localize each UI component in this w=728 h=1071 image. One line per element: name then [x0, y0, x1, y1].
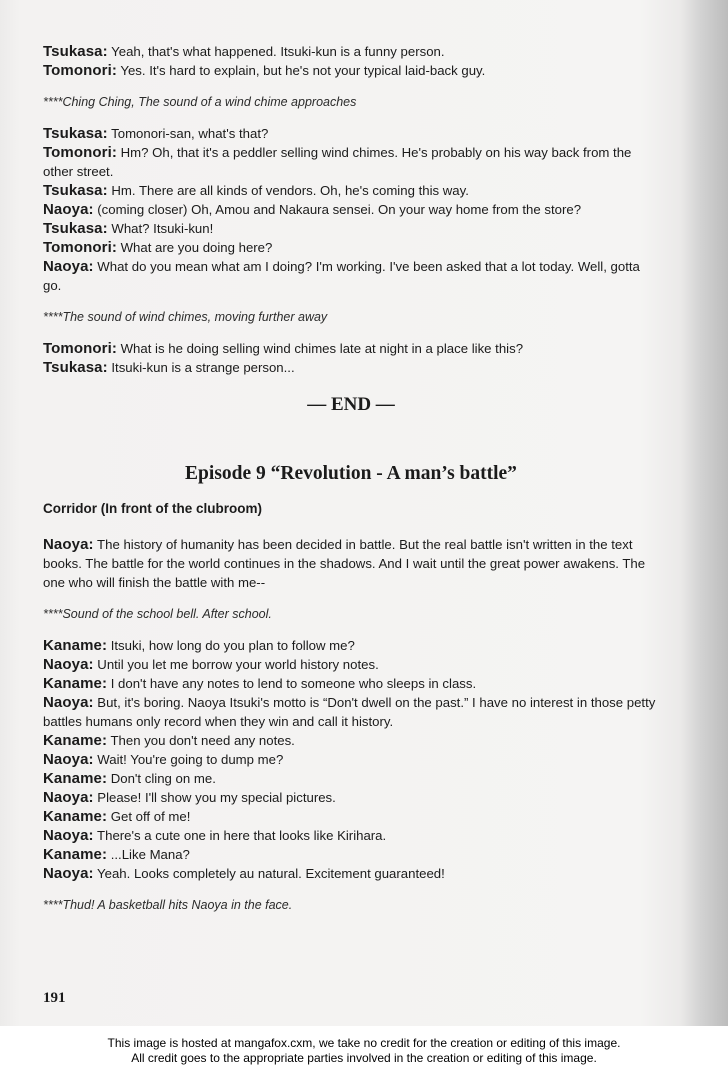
sound-effect-note: ****The sound of wind chimes, moving further away [43, 310, 328, 324]
dialogue-text: I don't have any notes to lend to someone who sleeps in class. [107, 676, 477, 691]
dialogue-line [43, 807, 659, 826]
speaker-name: Tsukasa: [43, 125, 108, 142]
speaker-name: Kaname: [43, 637, 108, 654]
speaker-name: Naoya: [43, 865, 94, 882]
dialogue-text: Wait! You're going to dump me? [93, 752, 284, 767]
speaker-name: Kaname: [43, 846, 108, 863]
scene-4 [43, 535, 659, 592]
dialogue-text: Itsuki-kun is a strange person... [107, 360, 295, 375]
dialogue-line [43, 826, 659, 845]
page-content [43, 42, 659, 914]
dialogue-line [43, 257, 659, 295]
dialogue-line [43, 238, 659, 257]
disclaimer-line-1: This image is hosted at mangafox.cxm, we take no credit for the creation or editing of this image. [107, 1036, 621, 1050]
dialogue-line [43, 61, 659, 80]
dialogue-text: (coming closer) Oh, Amou and Nakaura sensei. On your way home from the store? [93, 202, 582, 217]
sound-effect-note: ****Thud! A basketball hits Naoya in the face. [43, 898, 293, 912]
speaker-name: Kaname: [43, 732, 108, 749]
dialogue-text: Yes. It's hard to explain, but he's not your typical laid-back guy. [116, 63, 486, 78]
speaker-name: Naoya: [43, 201, 94, 218]
speaker-name: Tsukasa: [43, 43, 108, 60]
sound-effect-note: ****Ching Ching, The sound of a wind chime approaches [43, 95, 357, 109]
dialogue-text: What are you doing here? [116, 240, 273, 255]
dialogue-text: Yeah, that's what happened. Itsuki-kun is a funny person. [107, 44, 445, 59]
sound-effect-note: ****Sound of the school bell. After school. [43, 607, 272, 621]
dialogue-line [43, 731, 659, 750]
dialogue-text: What is he doing selling wind chimes late at night in a place like this? [116, 341, 524, 356]
dialogue-line [43, 750, 659, 769]
dialogue-line [43, 181, 659, 200]
dialogue-text: Hm. There are all kinds of vendors. Oh, he's coming this way. [107, 183, 469, 198]
dialogue-text: Get off of me! [107, 809, 191, 824]
scene-location: Corridor (In front of the clubroom) [43, 501, 262, 516]
dialogue-text: Don't cling on me. [107, 771, 216, 786]
episode-title: Episode 9 “Revolution - A man’s battle” [185, 463, 517, 484]
dialogue-line [43, 358, 659, 377]
speaker-name: Tomonori: [43, 239, 117, 256]
scene-1 [43, 42, 659, 80]
dialogue-line [43, 219, 659, 238]
scene-2 [43, 124, 659, 295]
hosting-disclaimer [0, 1036, 728, 1066]
speaker-name: Tsukasa: [43, 359, 108, 376]
speaker-name: Naoya: [43, 789, 94, 806]
dialogue-line [43, 769, 659, 788]
dialogue-line [43, 693, 659, 731]
dialogue-line [43, 788, 659, 807]
dialogue-line [43, 655, 659, 674]
dialogue-text: Hm? Oh, that it's a peddler selling wind chimes. He's probably on his way back from the other street. [43, 145, 632, 179]
dialogue-line [43, 535, 659, 592]
dialogue-line [43, 674, 659, 693]
dialogue-text: Yeah. Looks completely au natural. Excitement guaranteed! [93, 866, 445, 881]
dialogue-text: What do you mean what am I doing? I'm working. I've been asked that a lot today. Well, gotta go. [43, 259, 640, 293]
dialogue-line [43, 339, 659, 358]
dialogue-text: Itsuki, how long do you plan to follow me? [107, 638, 355, 653]
dialogue-text: Please! I'll show you my special pictures. [93, 790, 336, 805]
scene-3 [43, 339, 659, 377]
dialogue-text: Then you don't need any notes. [107, 733, 295, 748]
dialogue-line [43, 864, 659, 883]
speaker-name: Naoya: [43, 827, 94, 844]
dialogue-text: What? Itsuki-kun! [107, 221, 214, 236]
dialogue-line [43, 845, 659, 864]
dialogue-line [43, 42, 659, 61]
end-marker: — END — [307, 394, 395, 415]
speaker-name: Naoya: [43, 536, 94, 553]
dialogue-text: The history of humanity has been decided in battle. But the real battle isn't written in the text books. The battle for the world continues in the shadows. And I wait until the great power awakens. The one who will finish the battle with me-- [43, 537, 646, 590]
speaker-name: Tomonori: [43, 144, 117, 161]
dialogue-text: There's a cute one in here that looks like Kirihara. [93, 828, 387, 843]
disclaimer-line-2: All credit goes to the appropriate parties involved in the creation or editing of this image. [131, 1051, 597, 1065]
speaker-name: Tsukasa: [43, 182, 108, 199]
speaker-name: Naoya: [43, 694, 94, 711]
dialogue-text: Tomonori-san, what's that? [107, 126, 269, 141]
speaker-name: Kaname: [43, 675, 108, 692]
speaker-name: Kaname: [43, 770, 108, 787]
dialogue-text: But, it's boring. Naoya Itsuki's motto is “Don't dwell on the past.” I have no interest in those petty battles humans only record when they win and call it history. [43, 695, 656, 729]
page-number: 191 [43, 990, 66, 1006]
speaker-name: Naoya: [43, 258, 94, 275]
dialogue-line [43, 636, 659, 655]
scene-5 [43, 636, 659, 883]
dialogue-line [43, 200, 659, 219]
speaker-name: Kaname: [43, 808, 108, 825]
dialogue-text: ...Like Mana? [107, 847, 190, 862]
dialogue-text: Until you let me borrow your world history notes. [93, 657, 379, 672]
dialogue-line [43, 124, 659, 143]
dialogue-line [43, 143, 659, 181]
speaker-name: Tsukasa: [43, 220, 108, 237]
speaker-name: Naoya: [43, 656, 94, 673]
speaker-name: Tomonori: [43, 340, 117, 357]
speaker-name: Naoya: [43, 751, 94, 768]
speaker-name: Tomonori: [43, 62, 117, 79]
